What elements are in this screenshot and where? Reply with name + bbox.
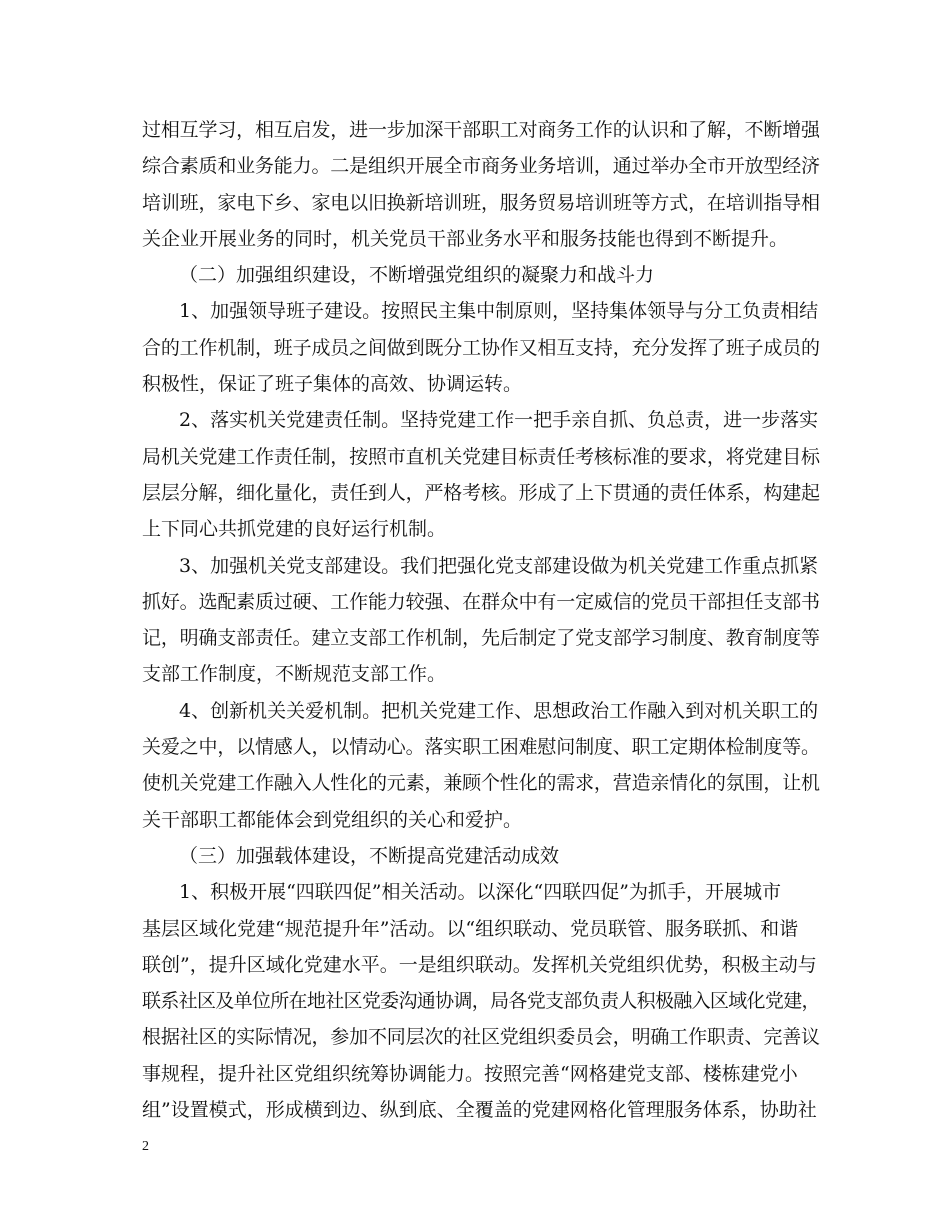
text-line: 联系社区及单位所在地社区党委沟通协调，局各党支部负责人积极融入区域化党建， (142, 990, 820, 1013)
page-number: 2 (142, 1139, 149, 1154)
text-line: 积极性，保证了班子集体的高效、协调运转。 (142, 373, 523, 396)
text-line: 记，明确支部责任。建立支部工作机制，先后制定了党支部学习制度、教育制度等 (142, 627, 820, 650)
text-line: （三）加强载体建设，不断提高党建活动成效 (179, 844, 560, 867)
text-line: 合的工作机制，班子成员之间做到既分工协作又相互支持，充分发挥了班子成员的 (142, 336, 820, 359)
text-line: 4、创新机关关爱机制。把机关党建工作、思想政治工作融入到对机关职工的 (179, 699, 819, 722)
text-line: 上下同心共抓党建的良好运行机制。 (142, 518, 447, 541)
text-line: 3、加强机关党支部建设。我们把强化党支部建设做为机关党建工作重点抓紧 (179, 554, 819, 577)
text-line: （二）加强组织建设，不断增强党组织的凝聚力和战斗力 (179, 264, 655, 287)
text-line: 关企业开展业务的同时，机关党员干部业务水平和服务技能也得到不断提升。 (142, 227, 789, 250)
text-line: 层层分解，细化量化，责任到人，严格考核。形成了上下贯通的责任体系，构建起 (142, 481, 820, 504)
text-line: 1、积极开展“四联四促”相关活动。以深化“四联四促”为抓手，开展城市 (179, 881, 781, 904)
text-line: 根据社区的实际情况，参加不同层次的社区党组织委员会，明确工作职责、完善议 (142, 1026, 820, 1049)
text-line: 综合素质和业务能力。二是组织开展全市商务业务培训，通过举办全市开放型经济 (142, 155, 820, 178)
text-line: 局机关党建工作责任制，按照市直机关党建目标责任考核标准的要求，将党建目标 (142, 445, 820, 468)
text-line: 事规程，提升社区党组织统筹协调能力。按照完善“网格建党支部、楼栋建党小 (142, 1062, 798, 1085)
text-line: 关爱之中，以情感人，以情动心。落实职工困难慰问制度、职工定期体检制度等。 (142, 736, 820, 759)
text-line: 支部工作制度，不断规范支部工作。 (142, 663, 447, 686)
text-line: 抓好。选配素质过硬、工作能力较强、在群众中有一定威信的党员干部担任支部书 (142, 590, 820, 613)
document-body (142, 112, 820, 1128)
text-line: 基层区域化党建“规范提升年”活动。以“组织联动、党员联管、服务联抓、和谐 (142, 917, 799, 940)
text-line: 关干部职工都能体会到党组织的关心和爱护。 (142, 808, 523, 831)
text-line: 1、加强领导班子建设。按照民主集中制原则，坚持集体领导与分工负责相结 (179, 300, 819, 323)
text-line: 过相互学习，相互启发，进一步加深干部职工对商务工作的认识和了解，不断增强 (142, 119, 820, 141)
text-line: 联创”，提升区域化党建水平。一是组织联动。发挥机关党组织优势，积极主动与 (142, 953, 817, 976)
text-line: 2、落实机关党建责任制。坚持党建工作一把手亲自抓、负总责，进一步落实 (179, 409, 819, 432)
text-line: 使机关党建工作融入人性化的元素，兼顾个性化的需求，营造亲情化的氛围，让机 (142, 772, 820, 795)
text-line: 组”设置模式，形成横到边、纵到底、全覆盖的党建网格化管理服务体系，协助社 (142, 1099, 817, 1122)
text-line: 培训班，家电下乡、家电以旧换新培训班，服务贸易培训班等方式，在培训指导相 (142, 191, 820, 214)
